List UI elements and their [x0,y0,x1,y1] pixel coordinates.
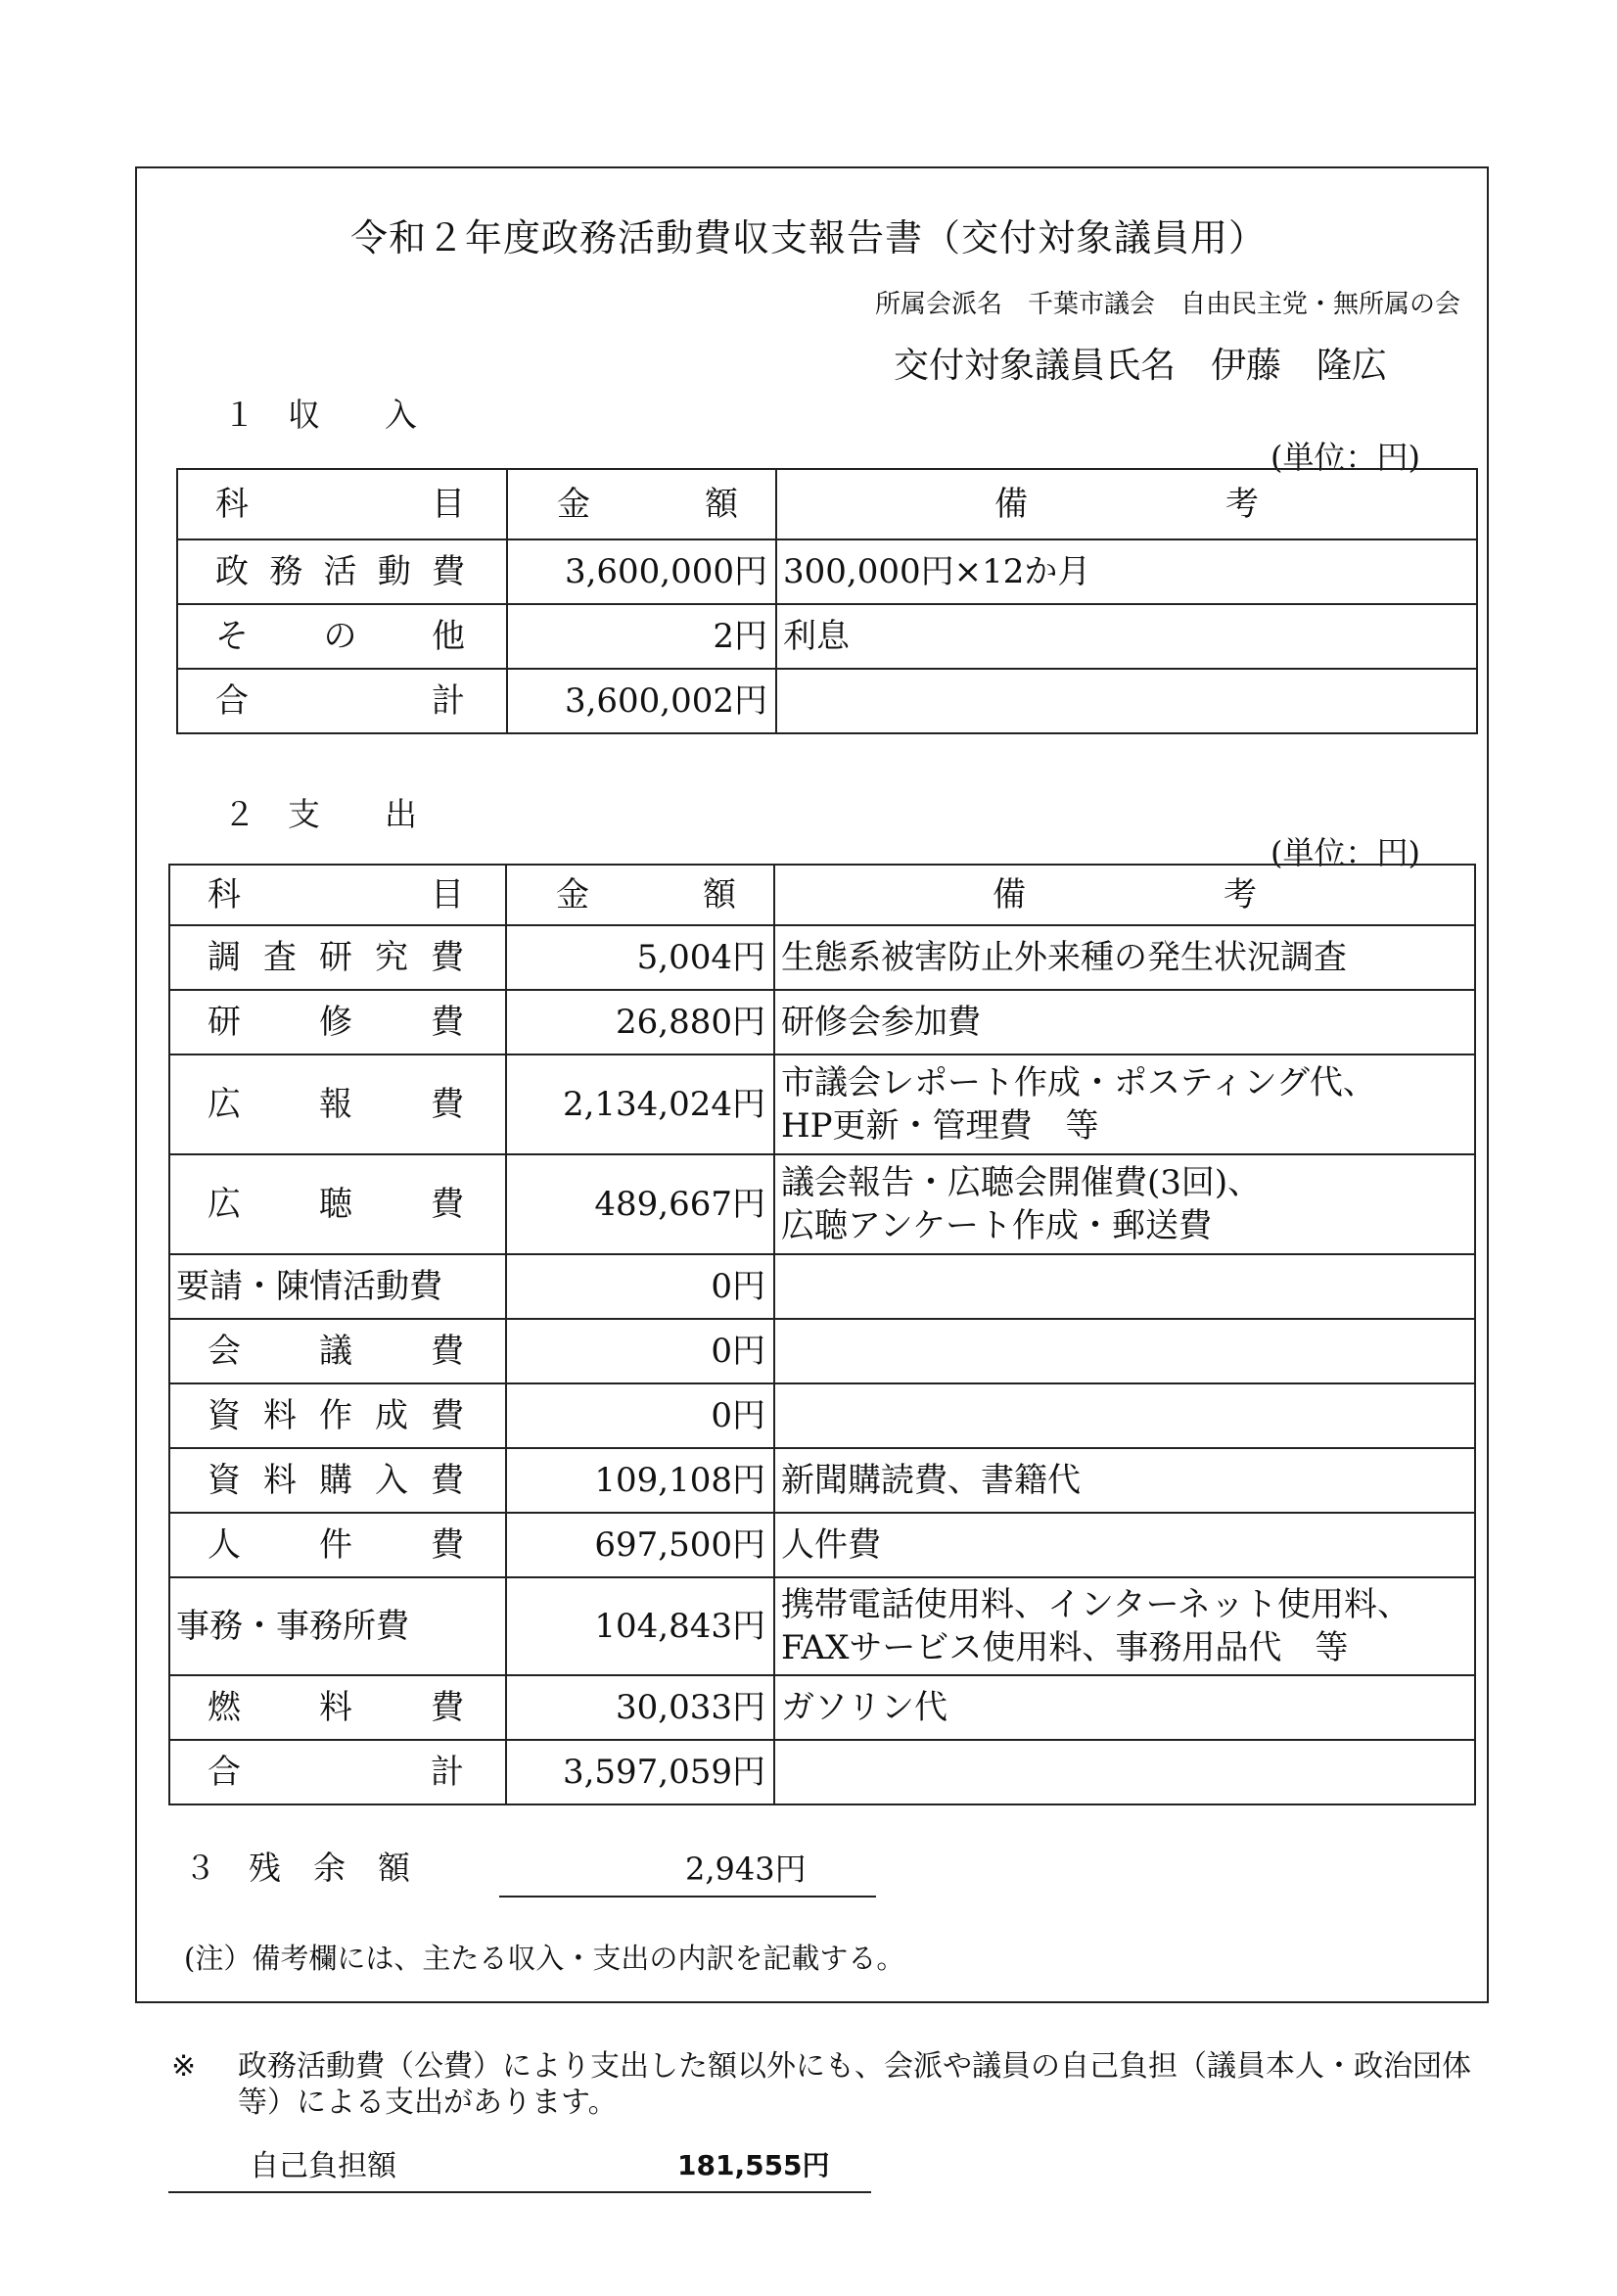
expense-item: 合計 [169,1740,506,1804]
table-row [169,1740,1475,1804]
expense-heading: ２ 支 出 [223,795,417,833]
expense-note-line: FAXサービス使用料、事務用品代 等 [781,1628,1349,1667]
table-row [177,539,1477,604]
header-item: 科目 [177,469,507,539]
table-row [169,1577,1475,1675]
expense-item: 調査研究費 [169,925,506,990]
expense-item: 広聴費 [169,1154,506,1254]
income-note: 利息 [776,604,1477,669]
income-header-row [177,469,1477,539]
income-item: その他 [177,604,507,669]
expense-note: 新聞購読費、書籍代 [774,1448,1475,1513]
expense-item: 燃料費 [169,1675,506,1740]
income-note [776,669,1477,733]
expense-amount: 109,108円 [506,1448,774,1513]
income-unit: (単位：円) [1270,439,1420,476]
remark-text: 政務活動費（公費）により支出した額以外にも、会派や議員の自己負担（議員本人・政治団体等）による支出があります。 [238,2049,1471,2120]
expense-note: 生態系被害防止外来種の発生状況調査 [774,925,1475,990]
header-item: 科目 [169,865,506,925]
expense-item: 人件費 [169,1513,506,1577]
faction-name: 所属会派名 千葉市議会 自由民主党・無所属の会 [874,290,1460,319]
expense-unit: (単位：円) [1270,834,1420,871]
footnote: (注）備考欄には、主たる収入・支出の内訳を記載する。 [184,1942,905,1975]
income-item: 政務活動費 [177,539,507,604]
expense-amount: 26,880円 [506,990,774,1054]
income-note: 300,000円×12か月 [776,539,1477,604]
expense-note [774,1254,1475,1319]
expense-amount: 0円 [506,1319,774,1383]
table-row [169,1383,1475,1448]
self-burden-label: 自己負担額 [250,2149,396,2183]
expense-note-line: 携帯電話使用料、インターネット使用料、 [781,1584,1410,1624]
expense-amount: 0円 [506,1254,774,1319]
income-heading: １ 収 入 [223,396,417,434]
table-row [169,1513,1475,1577]
table-row [169,1675,1475,1740]
table-row [169,925,1475,990]
expense-item: 資料購入費 [169,1448,506,1513]
balance-value: 2,943円 [685,1851,807,1888]
expense-item: 資料作成費 [169,1383,506,1448]
expense-amount: 3,597,059円 [506,1740,774,1804]
income-amount: 2円 [507,604,776,669]
expense-item: 広報費 [169,1054,506,1154]
expense-amount: 0円 [506,1383,774,1448]
expense-note: 研修会参加費 [774,990,1475,1054]
table-row [169,1254,1475,1319]
expense-note [774,1577,1475,1675]
header-amount: 金額 [507,469,776,539]
expense-amount: 5,004円 [506,925,774,990]
expense-note-line: HP更新・管理費 等 [781,1106,1099,1146]
expense-note: 人件費 [774,1513,1475,1577]
expense-amount: 104,843円 [506,1577,774,1675]
self-burden-underline [168,2191,871,2193]
expense-note-line: 議会報告・広聴会開催費(3回)、 [781,1162,1262,1202]
expense-amount: 2,134,024円 [506,1054,774,1154]
expense-item: 研修費 [169,990,506,1054]
table-row [177,669,1477,733]
expense-note [774,1154,1475,1254]
expense-note [774,1054,1475,1154]
report-title: 令和２年度政務活動費収支報告書（交付対象議員用） [349,216,1267,259]
member-name: 交付対象議員氏名 伊藤 隆広 [893,346,1387,386]
income-item: 合計 [177,669,507,733]
table-row [169,990,1475,1054]
expense-note [774,1319,1475,1383]
expense-item: 会議費 [169,1319,506,1383]
header-amount: 金額 [506,865,774,925]
income-table [176,468,1478,734]
expense-note-line: 広聴アンケート作成・郵送費 [781,1206,1212,1245]
expense-item: 事務・事務所費 [169,1577,506,1675]
reference-mark: ※ [171,2049,197,2084]
expense-note: ガソリン代 [774,1675,1475,1740]
expense-table [168,864,1476,1805]
expense-amount: 489,667円 [506,1154,774,1254]
table-row [169,1154,1475,1254]
balance-underline [499,1896,876,1898]
expense-amount: 30,033円 [506,1675,774,1740]
header-note: 備考 [774,865,1475,925]
remark [171,2049,1510,2121]
header-note: 備考 [776,469,1477,539]
expense-note [774,1740,1475,1804]
expense-item: 要請・陳情活動費 [169,1254,506,1319]
income-amount: 3,600,002円 [507,669,776,733]
expense-amount: 697,500円 [506,1513,774,1577]
expense-note-line: 市議会レポート作成・ポスティング代、 [781,1062,1376,1102]
balance-label: ３ 残 余 額 [184,1849,410,1887]
table-row [177,604,1477,669]
expense-header-row [169,865,1475,925]
table-row [169,1054,1475,1154]
expense-note [774,1383,1475,1448]
income-amount: 3,600,000円 [507,539,776,604]
table-row [169,1448,1475,1513]
self-burden-value: 181,555円 [677,2149,830,2181]
table-row [169,1319,1475,1383]
